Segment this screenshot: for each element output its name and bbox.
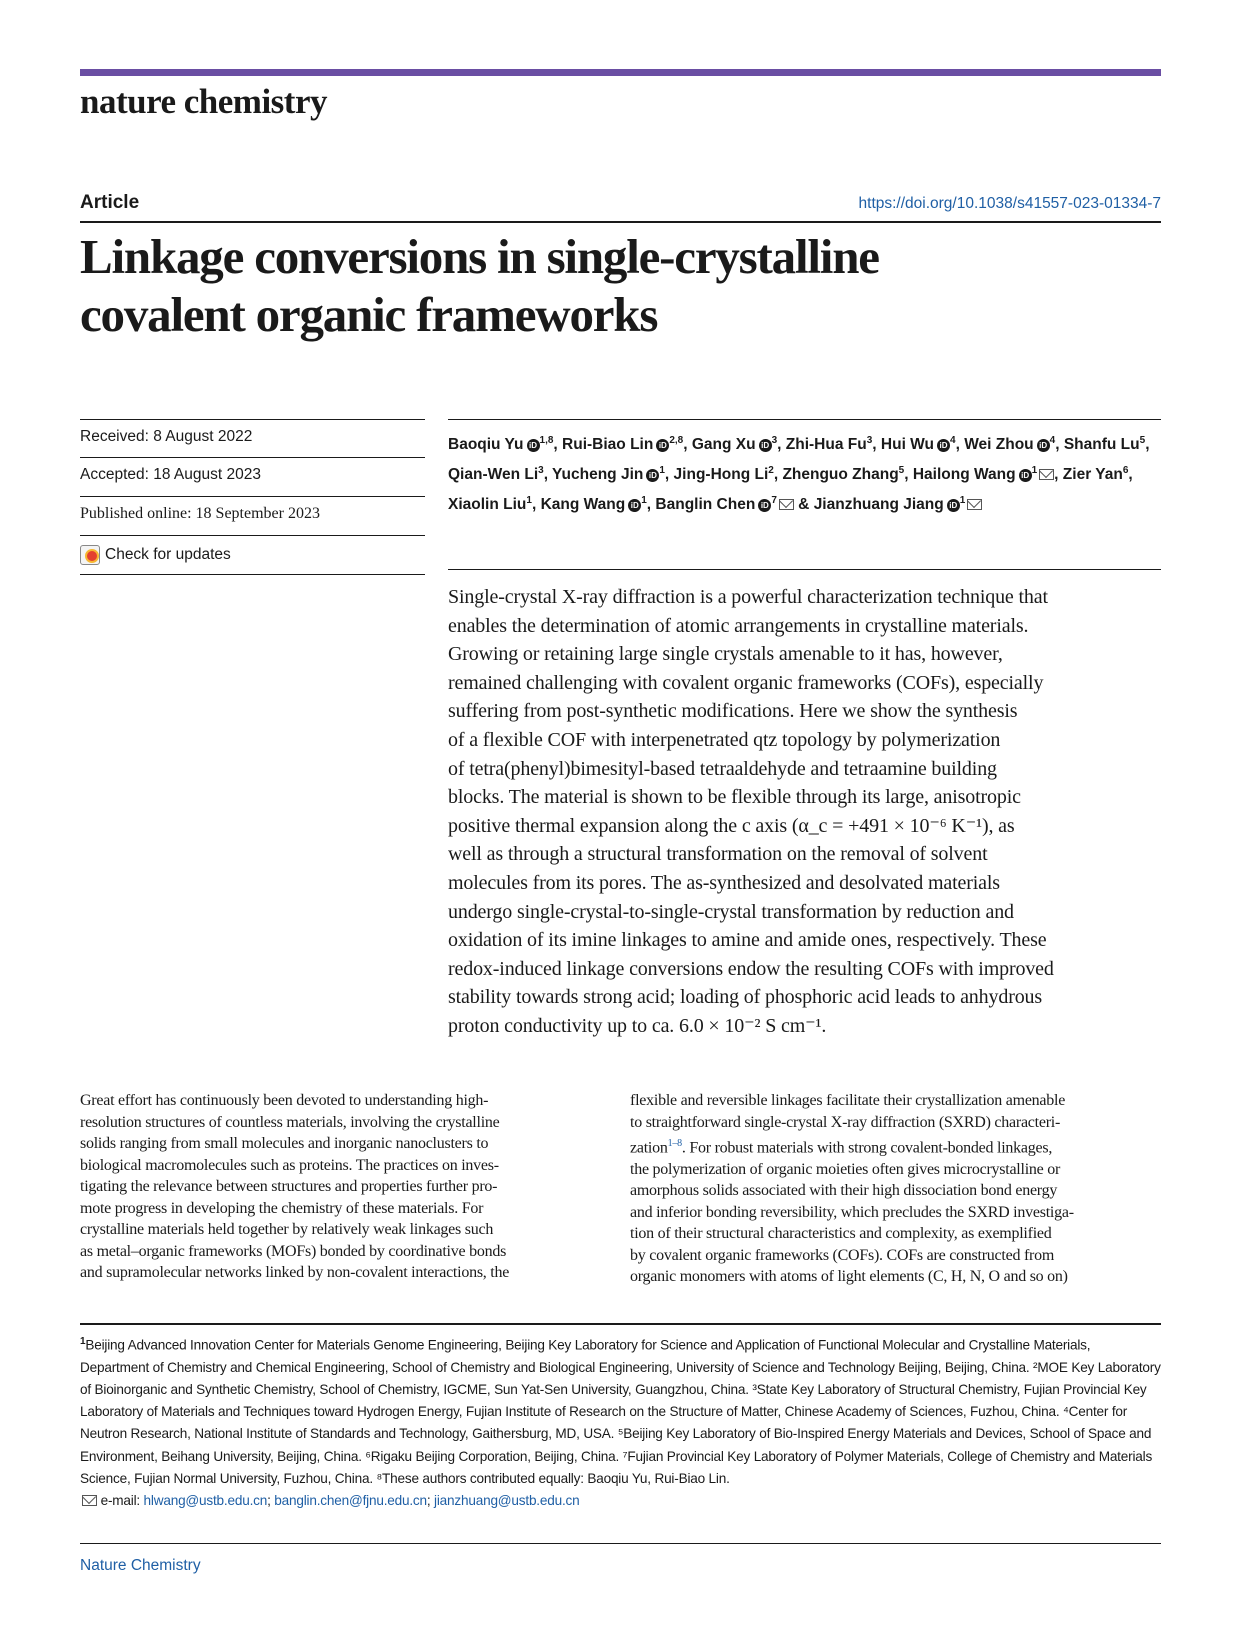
abstract-line: enables the determination of atomic arrangements in crystalline materials. [448,614,1029,637]
affiliation-sup: 7 [771,495,777,507]
author-name: Wei Zhou [964,436,1034,454]
body-line: as metal–organic frameworks (MOFs) bonded by coordinative bonds [80,1242,507,1260]
affiliations [80,1331,1161,1512]
body-line: and supramolecular networks linked by non-covalent interactions, the [80,1264,510,1281]
accepted-date: Accepted: 18 August 2023 [80,458,425,497]
author[interactable] [448,436,553,453]
abstract-line: remained challenging with covalent organic frameworks (COFs), especially [448,671,1044,694]
author[interactable] [448,496,532,513]
email-link[interactable]: jianzhuang@ustb.edu.cn [434,1492,580,1508]
abstract-line: well as through a structural transformation on the removal of solvent [448,843,988,866]
affiliations-text: Beijing Advanced Innovation Center for Materials Genome Engineering, Beijing Key Laboratory for Science and Application of Functional Molecular and Crystalline Materials, Department of Chemistry and Chemical Engineering, School of Chemistry and Biological Engineering, University of Science and Technology Beijing, Beijing, China. ²MOE Key Laboratory of Bioinorganic and Synthetic Chemistry, School of Chemistry, IGCME, Sun Yat-Sen University, Guangzhou, China. ³State Key Laboratory of Structural Chemistry, Fujian Provincial Key Laboratory of Materials and Techniques toward Hydrogen Energy, Fujian Institute of Research on the Structure of Matter, Chinese Academy of Sciences, Fuzhou, China. ⁴Center for Neutron Research, National Institute of Standards and Technology, Gaithersburg, MD, USA. ⁵Beijing Key Laboratory of Bio-Inspired Energy Materials and Devices, School of Space and Environment, Beihang University, Beijing, China. ⁶Rigaku Beijing Corporation, Beijing, China. ⁷Fujian Provincial Key Laboratory of Polymer Materials, College of Chemistry and Materials Science, Fujian Normal University, Fuzhou, China. ⁸These authors contributed equally: Baoqiu Yu, Rui-Biao Lin. [80,1337,1161,1486]
affiliations-divider [80,1323,1161,1325]
author-name: Xiaolin Liu [448,496,527,514]
affiliation-sup: 2,8 [669,435,684,446]
body-line: solids ranging from small molecules and inorganic nanoclusters to [80,1135,489,1152]
affiliation-sup: 1 [641,495,647,507]
body-line: flexible and reversible linkages facilitate their crystallization amenable [630,1092,1066,1109]
abstract-line: of a flexible COF with interpenetrated qtz topology by polymerization [448,728,1001,751]
author[interactable] [552,466,665,483]
author-name: Baoqiu Yu [448,436,524,454]
author[interactable] [562,436,683,453]
abstract [448,569,1161,1041]
body-line: by covalent organic frameworks (COFs). COFs are constructed from [630,1246,1055,1264]
envelope-icon[interactable] [779,499,794,510]
affiliation-sup: 1 [526,495,532,507]
affiliation-sup: 1 [959,495,966,507]
author[interactable] [655,496,793,513]
author[interactable] [814,496,983,513]
journal-accent-bar [80,69,1161,76]
journal-name: nature chemistry [80,82,327,121]
title-line: Linkage conversions in single-crystalline [80,229,879,284]
body-column-right [630,1090,1161,1288]
body-text: For robust materials with strong covalent-bonded linkages, [689,1139,1053,1157]
body-line: and inferior bonding reversibility, which precludes the SXRD investiga- [630,1203,1074,1221]
orcid-icon[interactable]: iD [947,499,960,512]
body-line: amorphous solids associated with their high dissociation bond energy [630,1182,1058,1200]
body-line: resolution structures of countless materials, involving the crystalline [80,1113,500,1131]
orcid-icon[interactable]: iD [527,439,540,452]
orcid-icon[interactable]: iD [646,469,659,482]
author[interactable] [1063,466,1129,483]
author-name: Rui-Biao Lin [562,436,654,454]
orcid-icon[interactable]: iD [656,439,669,452]
abstract-line: redox-induced linkage conversions endow the resulting COFs with improved [448,957,1054,980]
orcid-icon[interactable]: iD [759,439,772,452]
body-column-left [80,1090,607,1284]
article-title [80,228,1161,344]
footer-journal: Nature Chemistry [80,1557,201,1574]
orcid-icon[interactable]: iD [937,439,950,452]
abstract-line: blocks. The material is shown to be flexible through its large, anisotropic [448,786,1021,809]
title-line: covalent organic frameworks [80,287,658,342]
body-line: Great effort has continuously been devoted to understanding high- [80,1092,489,1109]
orcid-icon[interactable]: iD [1019,469,1032,482]
envelope-icon [82,1495,97,1506]
affiliation-sup: 2 [768,465,774,477]
check-updates-label: Check for updates [105,546,231,563]
body-line: organic monomers with atoms of light elements (C, H, N, O and so on) [630,1268,1068,1286]
author-list: Baoqiu Yu iD $^{1,8}$, Rui-Biao Lin iD $^{2,8}$, Gang Xu iD $^3$, Zhi-Hua Fu$^3$, Hui Wu iD $^4$, Wei Zhou iD $^4$, Shanfu Lu$^5$, Qian-Wen Li$^3$, Yucheng Jin iD $^1$, Jing-Hong Li$^2$, Zhenguo Zhang$^5$, Hailong Wang iD $^1$ , Zier Yan$^6$, Xiaolin Liu$^1$, Kang Wang iD $^1$, Banglin Chen iD $^7$ & Jianzhuang Jiang iD $^1$ [448,419,1161,518]
author-name: Zier Yan [1062,466,1123,484]
author-name: Zhi-Hua Fu [785,436,867,454]
envelope-icon[interactable] [1039,469,1054,480]
affiliation-sup: 5 [898,465,905,477]
published-date: Published online: 18 September 2023 [80,497,425,536]
footer-divider [80,1543,1161,1544]
author[interactable] [964,436,1055,453]
affiliation-sup: 1 [659,465,665,477]
envelope-icon[interactable] [967,499,982,510]
body-line [630,1133,1161,1159]
abstract-line: stability towards strong acid; loading of phosphoric acid leads to anhydrous [448,986,1043,1009]
abstract-line: Single-crystal X-ray diffraction is a powerful characterization technique that [448,586,1048,608]
doi-link[interactable]: https://doi.org/10.1038/s41557-023-01334-7 [858,195,1161,212]
orcid-icon[interactable]: iD [628,499,641,512]
author[interactable] [541,496,647,513]
author-name: Hui Wu [880,436,934,454]
author-name: Yucheng Jin [552,466,644,484]
affiliation-sup: 1 [1031,465,1038,477]
author-name: Hailong Wang [912,466,1016,484]
email-link[interactable]: banglin.chen@fjnu.edu.cn [274,1492,427,1508]
author-name: Kang Wang [540,496,626,514]
affiliation-sup: 6 [1122,465,1129,477]
body-line: mote progress in developing the chemistry of these materials. For [80,1199,484,1217]
abstract-line: of tetra(phenyl)bimesityl-based tetraaldehyde and tetraamine building [448,757,997,780]
author[interactable] [674,466,774,483]
author-name: Zhenguo Zhang [782,466,899,484]
affiliation-sup: 4 [1049,435,1056,446]
check-updates-icon [80,545,100,565]
abstract-line: proton conductivity up to ca. 6.0 × 10⁻² S cm⁻¹. [448,1014,827,1037]
author-name: Jianzhuang Jiang [813,496,944,514]
email-line: e-mail: hlwang@ustb.edu.cn; banglin.chen@fjnu.edu.cn; jianzhuang@ustb.edu.cn [80,1490,1161,1512]
author[interactable] [692,436,777,453]
affiliation-sup: 3 [538,465,544,477]
author-name: Shanfu Lu [1063,436,1140,454]
body-line: to straightforward single-crystal X-ray diffraction (SXRD) characteri- [630,1113,1061,1131]
author-name: Banglin Chen [655,496,756,514]
author-name: Gang Xu [691,436,756,454]
affiliation-sup: 4 [950,435,956,446]
article-type: Article [80,192,140,213]
abstract-line: molecules from its pores. The as-synthesized and desolvated materials [448,871,1000,894]
orcid-icon[interactable]: iD [1037,439,1050,452]
author[interactable] [782,466,904,483]
abstract-line: positive thermal expansion along the c axis (α_c = +491 × 10⁻⁶ K⁻¹), as [448,814,1015,837]
affiliation-sup: 5 [1139,435,1146,446]
title-divider [80,221,1161,223]
body-line: the polymerization of organic moieties often gives microcrystalline or [630,1160,1061,1178]
body-line: tigating the relevance between structures and properties further pro- [80,1178,498,1195]
abstract-line: Growing or retaining large single crystals amenable to it has, however, [448,643,1003,666]
email-label: e-mail: [100,1492,140,1508]
check-for-updates-button[interactable] [80,536,425,575]
author[interactable] [786,436,873,453]
citation-link[interactable]: 1–8 [667,1138,682,1149]
abstract-line: oxidation of its imine linkages to amine and amide ones, respectively. These [448,929,1047,952]
affiliation-sup: 3 [866,435,873,446]
affiliation-sup: 1,8 [539,435,554,446]
abstract-line: undergo single-crystal-to-single-crystal transformation by reduction and [448,900,1014,923]
author[interactable] [1064,436,1145,453]
received-date: Received: 8 August 2022 [80,419,425,458]
orcid-icon[interactable]: iD [758,499,771,512]
publication-dates [80,419,425,575]
body-line: crystalline materials held together by relatively weak linkages such [80,1221,494,1238]
author-name: Qian-Wen Li [448,466,539,484]
author[interactable] [448,466,544,483]
affil-sup: 1 [80,1336,86,1347]
author-name: Jing-Hong Li [673,466,769,484]
abstract-line: suffering from post-synthetic modifications. Here we show the synthesis [448,700,1018,723]
body-text: zation [630,1139,668,1157]
body-text: . [681,1139,690,1157]
author[interactable] [881,436,956,453]
email-link[interactable]: hlwang@ustb.edu.cn [143,1492,268,1508]
body-line: biological macromolecules such as proteins. The practices on inves- [80,1156,499,1174]
author[interactable] [913,466,1054,483]
affiliation-sup: 3 [771,435,778,446]
body-line: tion of their structural characteristics and complexity, as exemplified [630,1225,1052,1243]
